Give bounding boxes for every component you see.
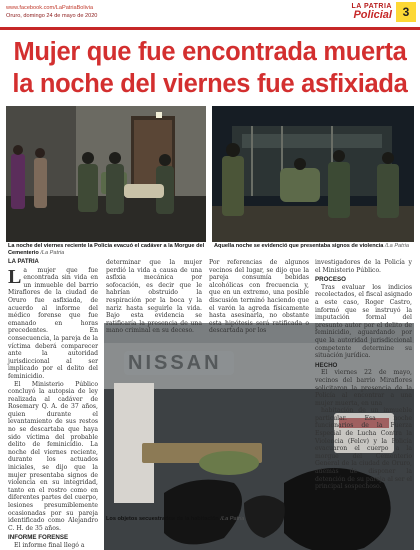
caption-photo-3: Los objetos secuestrados de la habitación /La Patria: [106, 516, 245, 522]
truck-brand-text: NISSAN: [128, 352, 222, 374]
photo-credit: /La Patria: [40, 250, 65, 256]
paragraph: Por referencias de algunos vecinos del lugar, se dijo que la pareja consumía bebidas alcohólicas con frecuencia y, que en un extremo, una posible discusión terminó haciendo que el varón la agreda físicamente hasta asesinarla, no obstante esta hipótesis será ratificada o descartada por los: [209, 259, 309, 335]
header-meta: [6, 4, 97, 20]
article-column-1: [8, 259, 98, 549]
brand: [351, 3, 392, 21]
page-number: 3: [396, 2, 416, 22]
caption-photo-1: La noche del viernes reciente la Policía evacuó el cadáver a la Morgue del Cementerio /La Patria: [8, 243, 205, 256]
subheading-hecho: HECHO: [315, 361, 338, 369]
header-rule: [0, 27, 420, 30]
headline-line-2: la noche del viernes fue asfixiada: [12, 70, 408, 98]
headline-line-1: Mujer que fue encontrada muerta: [13, 38, 407, 66]
photo-credit: /La Patria: [220, 516, 245, 522]
brand-name: LA PATRIA: [351, 3, 392, 10]
photo-night-truck: [212, 106, 414, 242]
paragraph: El informe final llegó a: [14, 541, 85, 549]
paragraph: determinar que la mujer perdió la vida a causa de una asfixia mecánica por sofocación, es decir que le habrían obstruido la respiración por la boca y la nariz hasta seguirle la vida. Bajo esta evidencia se ratificaría la presencia de una mano criminal en su deceso.: [106, 259, 202, 335]
paragraph: El viernes 22 de mayo, vecinos del barrio Miraflores solicitaron la presencia de la Policía al encontrar a una mujer muerta, en una: [315, 369, 412, 407]
social-link[interactable]: www.facebook.com/LaPatriaBolivia: [6, 5, 94, 11]
paragraph: a mujer que fue encontrada sin vida en un inmueble del barrio Miraflores de la ciudad de Oruro fue asfixiada, de acuerdo al informe del médico forense que fue emanado en horas precedentes. En consecuencia, la pareja de la víctima deberá comparecer ante la autoridad jurisdiccional al ser implicado por el delito del feminicidio.: [8, 266, 98, 380]
article-column-3-text: [209, 259, 309, 335]
caption-photo-2: Aquella noche se evidenció que presentaba signos de violencia /La Patria: [214, 243, 409, 249]
article-column-4-text: [315, 259, 412, 491]
paragraph: habitación de un inmueble particular. Esa noche funcionarios de la Fuerza Especial de Lucha Contra la Violencia (Felcv) y la Policía evacuaron el cuerpo a la morgue del Cementerio General de la ciudad de Oruro, además de disponer la detención de su pareja al ser el principal sospechoso.: [315, 407, 412, 491]
photo-credit: /La Patria: [384, 243, 409, 249]
paragraph: Tras evaluar los indicios recolectados, el fiscal asignado a este caso, Roger Castro, informó que se instruyó la imputación formal del presunto autor por el delito de feminicidio, aguardando por que la autoridad jurisdiccional competente determine su situación jurídica.: [315, 283, 412, 360]
page-header: [0, 0, 420, 36]
subheading-informe: INFORME FORENSE: [8, 534, 69, 542]
paragraph: El Ministerio Público concluyó la autopsia de ley realizada al cadáver de Rosemary Q. A. de 37 años, quien durante el levantamiento de sus restos no se descartaba que haya sido víctima del probable delito de feminicidio. La noche del viernes reciente, durante los actuados iniciales, se dijo que la mujer presentaba signos de violencia en su integridad, tanto en el rostro como en diferentes partes del cuerpo, lesiones presumiblemente ocasionadas por su pareja identificado como Alejandro C. H. de 35 años.: [8, 380, 98, 532]
dateline: LA PATRIA: [8, 259, 39, 265]
section-name: Policial: [353, 9, 392, 21]
subheading-proceso: PROCESO: [315, 276, 346, 284]
issue-date: Oruro, domingo 24 de mayo de 2020: [6, 13, 98, 19]
paragraph: investigadores de la Policía y el Ministerio Público.: [315, 259, 412, 274]
photo-police-evacuation: [6, 106, 206, 242]
article-column-2-text: [106, 259, 202, 335]
headline: [8, 36, 412, 100]
drop-cap: L: [8, 265, 22, 288]
